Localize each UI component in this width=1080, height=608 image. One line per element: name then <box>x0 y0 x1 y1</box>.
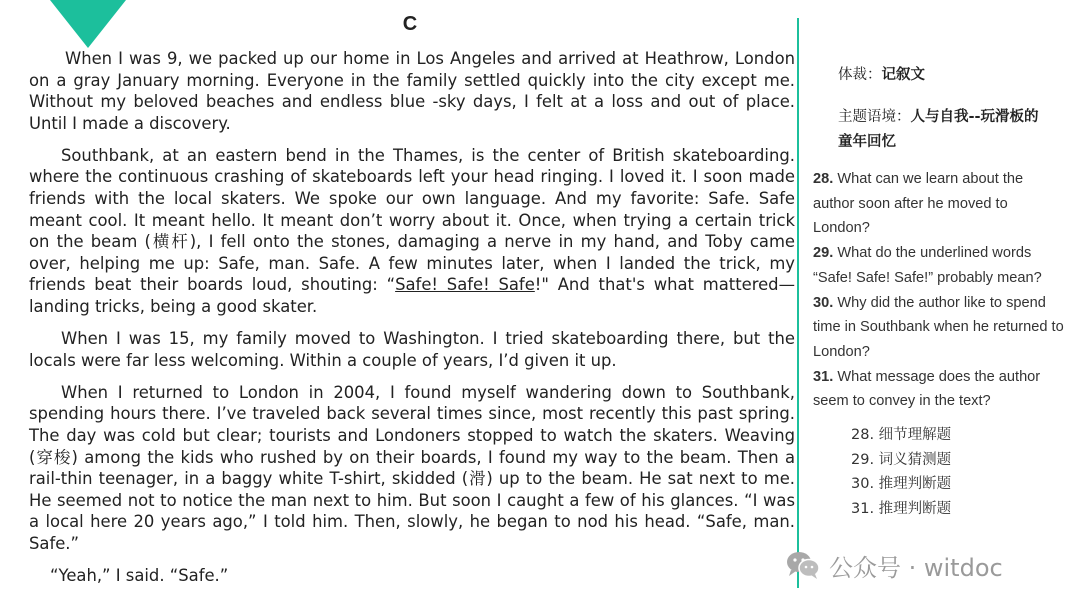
question-number: 31. <box>813 368 834 385</box>
passage-paragraph-4: When I returned to London in 2004, I found myself wandering down to Southbank, spending hours there. I’ve traveled back several times since, most recently this past spring. The day was cold but clear; tourists and Londoners stopped to watch the skaters. Weaving (穿梭) among the kids who rushed by on their boards, I found my way to the beam. Then a rail-thin teenager, in a baggy white T-shirt, skidded (滑) up to the beam. He sat next to me. He seemed not to notice the man next to him. But soon I caught a few of his glances. “I was a local here 20 years ago,” I told him. Then, slowly, he began to nod his head. “Safe, man. Safe.” <box>29 382 795 553</box>
passage-paragraph-3: When I was 15, my family moved to Washington. I tried skateboarding there, but the locals were far less welcoming. Within a couple of years, I’d given it up. <box>29 329 795 370</box>
question-29 <box>813 241 1068 290</box>
question-number: 28. <box>813 171 834 187</box>
genre-label: 体裁： <box>838 67 882 83</box>
question-type-item: 28. 细节理解题 <box>851 427 952 443</box>
passage-paragraph-5: “Yeah,” I said. “Safe.” <box>50 566 229 586</box>
genre-line <box>838 64 925 86</box>
watermark-text: 公众号 · witdoc <box>829 553 1003 582</box>
question-28 <box>813 167 1068 241</box>
theme-label: 主题语境： <box>838 109 911 125</box>
paragraph-2-text-a: Southbank, at an eastern bend in the Thames, is the center of British skateboarding. where the continuous crashing of skateboards left your head ringing. I loved it. I soon made friends with the local skaters. We spoke our own language. And my favorite: Safe. Safe meant cool. It meant hello. It meant don’t worry about it. Once, when trying a certain trick on the beam (横杆), I fell onto the stones, damaging a nerve in my hand, and Toby came over, helping me up: Safe, man. Safe. A few minutes later, when I landed the trick, my friends beat their boards loud, shouting: “ <box>29 145 795 295</box>
question-type-item: 31. 推理判断题 <box>851 500 952 517</box>
question-type-list <box>851 423 951 521</box>
question-31 <box>813 365 1068 414</box>
theme-line <box>838 105 1043 155</box>
watermark <box>785 549 1003 581</box>
corner-triangle-decoration <box>50 0 126 48</box>
theme-value: 人与自我--玩滑板的童年回忆 <box>838 109 1039 150</box>
question-type-item: 29. 词义猜测题 <box>851 451 952 468</box>
question-text: What do the underlined words “Safe! Safe! Safe!” probably mean? <box>813 245 1042 286</box>
column-divider <box>797 18 799 588</box>
question-number: 30. <box>813 294 834 311</box>
wechat-icon <box>785 549 821 581</box>
question-number: 29. <box>813 245 834 262</box>
passage-paragraph-2 <box>29 145 795 318</box>
paragraph-2-text-b: !" And that's what mattered—landing tricks, being a good skater. <box>29 275 795 317</box>
question-type-item: 30. 推理判断题 <box>851 476 952 492</box>
question-30 <box>813 291 1068 365</box>
genre-value: 记叙文 <box>881 67 925 83</box>
question-text: Why did the author like to spend time in Southbank when he returned to London? <box>813 294 1064 360</box>
passage-paragraph-1: When I was 9, we packed up our home in Los Angeles and arrived at Heathrow, London on a gray January morning. Everyone in the family settled quickly into the city except me. Without my beloved beaches and endless blue -sky days, I felt at a loss and out of place. Until I made a discovery. <box>29 49 795 133</box>
underlined-words: Safe! Safe! Safe <box>395 275 535 295</box>
passage-title: C <box>402 13 418 35</box>
question-text: What can we learn about the author soon after he moved to London? <box>813 171 1024 237</box>
question-list <box>813 167 1068 414</box>
passage-body <box>29 48 795 597</box>
question-text: What message does the author seem to convey in the text? <box>813 368 1041 410</box>
